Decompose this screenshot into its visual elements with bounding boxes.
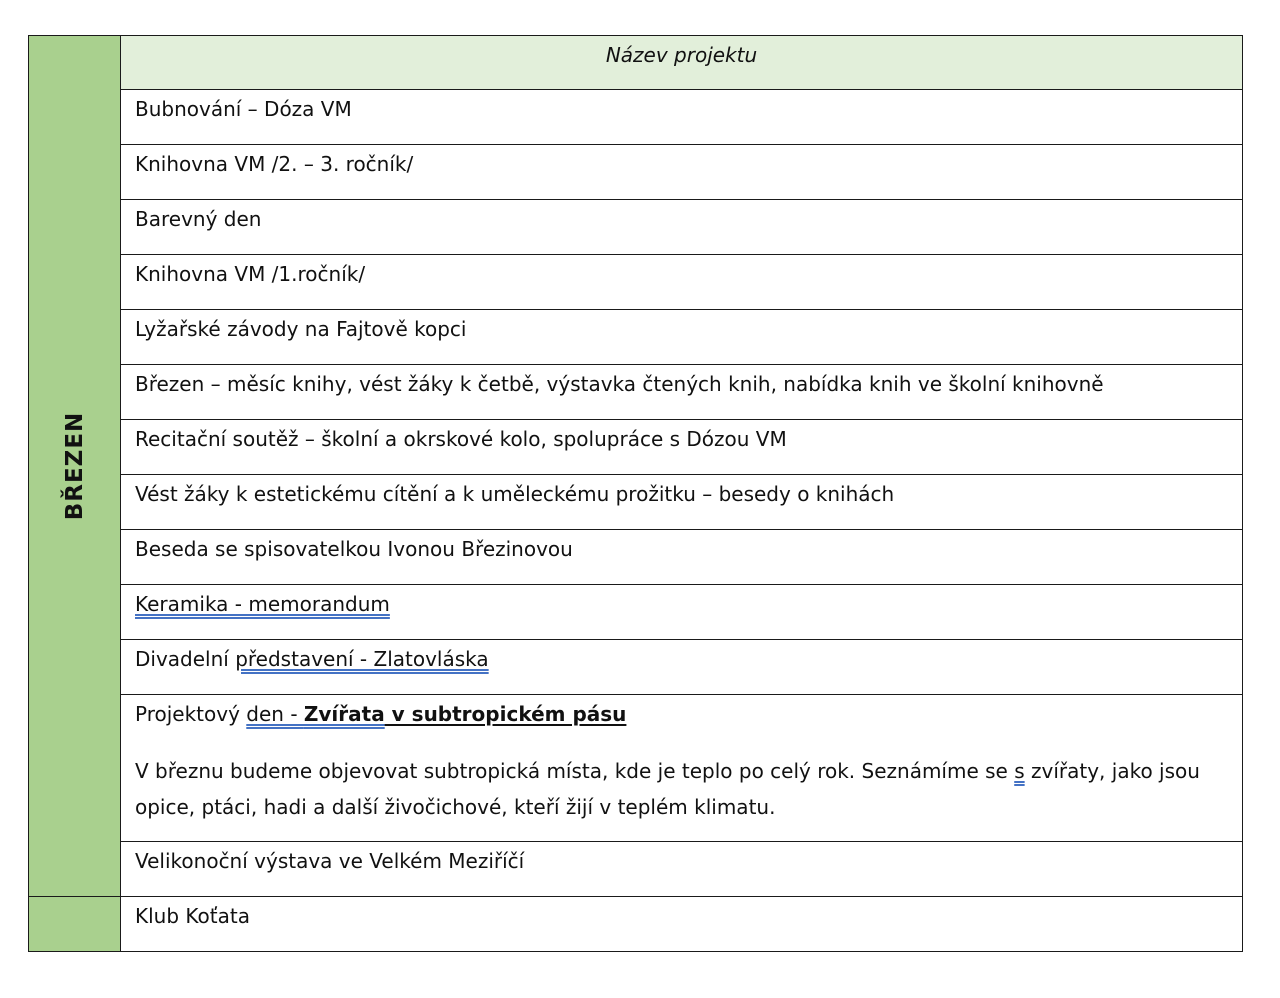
table-row	[29, 897, 1243, 952]
row-text: Knihovna VM /1.ročník/	[135, 262, 366, 286]
column-header	[121, 36, 1243, 90]
row-text: Vést žáky k estetickému cítění a k uměleckému prožitku – besedy o knihách	[135, 482, 895, 506]
header-row	[29, 36, 1243, 90]
table-row	[29, 365, 1243, 420]
column-header-text: Název projektu	[605, 42, 758, 67]
table-row	[29, 310, 1243, 365]
projektovy-linked: den -	[246, 702, 304, 726]
month-cell-empty	[29, 897, 121, 952]
row-text: Březen – měsíc knihy, vést žáky k četbě, výstavka čtených knih, nabídka knih ve školní knihovně	[135, 372, 1104, 396]
row-text: Recitační soutěž – školní a okrskové kolo, spolupráce s Dózou VM	[135, 427, 787, 451]
table-row-project-day	[29, 695, 1243, 842]
divadelni-prefix: Divadelní	[135, 647, 236, 671]
row-text: Barevný den	[135, 207, 262, 231]
table-row	[29, 145, 1243, 200]
table-row	[29, 475, 1243, 530]
month-label: BŘEZEN	[61, 411, 88, 521]
project-table	[28, 35, 1243, 952]
table-row	[29, 200, 1243, 255]
table-row	[29, 585, 1243, 640]
divadelni-linked: představení - Zlatovláska	[235, 647, 489, 671]
row-text: Velikonoční výstava ve Velkém Meziříčí	[135, 849, 525, 873]
row-text: Bubnování – Dóza VM	[135, 97, 352, 121]
table-row	[29, 842, 1243, 897]
row-text: Klub Koťata	[135, 904, 250, 928]
project-description: V březnu budeme objevovat subtropická místa, kde je teplo po celý rok. Seznámíme se s zvířaty, jako jsou opice, ptáci, hadi a další živočichové, kteří žijí v teplém klimatu.	[135, 759, 1200, 819]
row-text: Beseda se spisovatelkou Ivonou Březinovou	[135, 537, 573, 561]
keramika-text: Keramika - memorandum	[135, 592, 390, 616]
table-row	[29, 640, 1243, 695]
row-text: Lyžařské závody na Fajtově kopci	[135, 317, 467, 341]
month-cell	[29, 36, 121, 897]
table-row	[29, 420, 1243, 475]
projektovy-prefix: Projektový	[135, 702, 247, 726]
table-row	[29, 530, 1243, 585]
table-row	[29, 90, 1243, 145]
row-text: Knihovna VM /2. – 3. ročník/	[135, 152, 414, 176]
projektovy-bold-title: Zvířata v subtropickém pásu	[303, 702, 627, 726]
table-row	[29, 255, 1243, 310]
